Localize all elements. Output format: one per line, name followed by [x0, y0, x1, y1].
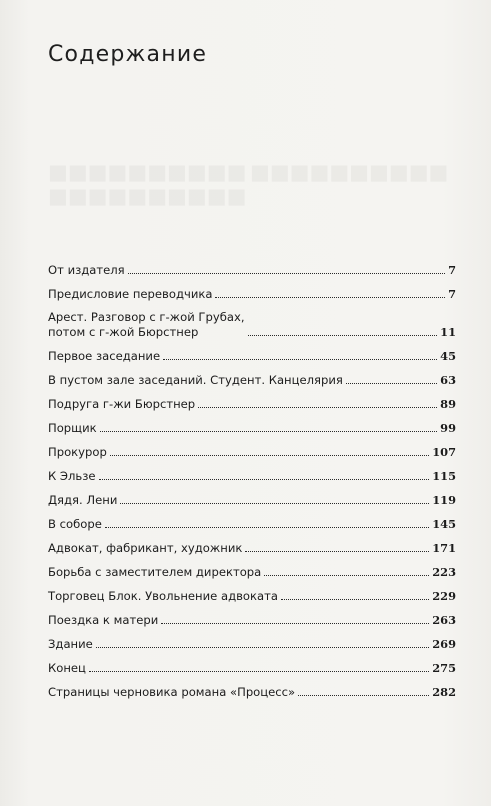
- toc-entry: [48, 508, 456, 532]
- toc-entry-title: Страницы черновика романа «Процесс»: [48, 685, 296, 699]
- toc-entry-page-number: 7: [448, 263, 456, 277]
- toc-entry: [48, 254, 456, 278]
- toc-entry-title: Адвокат, фабрикант, художник: [48, 541, 243, 555]
- toc-entry-title: Торговец Блок. Увольнение адвоката: [48, 589, 278, 603]
- toc-entry-page-number: 115: [432, 469, 456, 483]
- toc-entry: [48, 278, 456, 302]
- toc-entry-page-number: 263: [432, 613, 456, 627]
- toc-entry-title: К Эльзе: [48, 469, 96, 483]
- dot-leader: [100, 431, 438, 432]
- dot-leader: [89, 671, 429, 672]
- toc-entry: [48, 412, 456, 436]
- toc-entry-title: В соборе: [48, 517, 102, 531]
- dot-leader: [163, 359, 437, 360]
- toc-entry: [48, 364, 456, 388]
- toc-entry: [48, 388, 456, 412]
- toc-entry: [48, 532, 456, 556]
- dot-leader: [99, 479, 430, 480]
- dot-leader: [264, 575, 429, 576]
- dot-leader: [245, 551, 429, 552]
- toc-entry-page-number: 45: [440, 349, 456, 363]
- toc-entry: [48, 436, 456, 460]
- dot-leader: [346, 383, 437, 384]
- show-through-text: ■■■■■■■■■■ ■■■■■■■■■■ ■■■■■■■■■■: [48, 160, 448, 208]
- toc-entry: [48, 484, 456, 508]
- toc-entry-page-number: 119: [432, 493, 456, 507]
- toc-entry: [48, 302, 456, 340]
- toc-entry-page-number: 63: [440, 373, 456, 387]
- toc-entry-title: Здание: [48, 637, 93, 651]
- toc-entry-title: Поездка к матери: [48, 613, 159, 627]
- toc-entry: [48, 652, 456, 676]
- toc-entry: [48, 628, 456, 652]
- toc-entry: [48, 676, 456, 700]
- dot-leader: [281, 599, 429, 600]
- toc-entry-page-number: 269: [432, 637, 456, 651]
- toc-entry: [48, 604, 456, 628]
- toc-entry-page-number: 107: [432, 445, 456, 459]
- toc-entry-page-number: 99: [440, 421, 456, 435]
- toc-entry-page-number: 282: [432, 685, 456, 699]
- dot-leader: [248, 335, 438, 336]
- dot-leader: [298, 695, 429, 696]
- dot-leader: [120, 503, 429, 504]
- toc-entry-title: Дядя. Лени: [48, 493, 118, 507]
- toc-entry-title: Порщик: [48, 421, 97, 435]
- dot-leader: [110, 455, 429, 456]
- dot-leader: [215, 297, 445, 298]
- toc-entry: [48, 580, 456, 604]
- dot-leader: [161, 623, 429, 624]
- toc-entry-page-number: 171: [432, 541, 456, 555]
- toc-entry-title: В пустом зале заседаний. Студент. Канцелярия: [48, 373, 343, 387]
- toc-entry-title: Предисловие переводчика: [48, 287, 213, 301]
- toc-entry: [48, 556, 456, 580]
- dot-leader: [105, 527, 429, 528]
- toc-entry-page-number: 223: [432, 565, 456, 579]
- toc-entry: [48, 460, 456, 484]
- toc-entry-title: Борьба с заместителем директора: [48, 565, 262, 579]
- toc-entry-page-number: 275: [432, 661, 456, 675]
- toc-entry-page-number: 11: [440, 325, 456, 339]
- page-title: Содержание: [48, 42, 208, 67]
- toc-entry-page-number: 7: [448, 287, 456, 301]
- toc-entry-title: Конец: [48, 661, 86, 675]
- table-of-contents: [48, 254, 456, 700]
- toc-entry-title: Прокурор: [48, 445, 107, 459]
- toc-entry-page-number: 145: [432, 517, 456, 531]
- toc-entry-page-number: 229: [432, 589, 456, 603]
- toc-entry: [48, 340, 456, 364]
- toc-entry-title: Первое заседание: [48, 349, 161, 363]
- toc-entry-title: Арест. Разговор с г-жой Грубах, потом с г-жой Бюрстнер: [48, 310, 245, 339]
- toc-entry-title: От издателя: [48, 263, 125, 277]
- dot-leader: [198, 407, 437, 408]
- dot-leader: [128, 273, 445, 274]
- dot-leader: [96, 647, 429, 648]
- toc-entry-page-number: 89: [440, 397, 456, 411]
- toc-entry-title: Подруга г-жи Бюрстнер: [48, 397, 196, 411]
